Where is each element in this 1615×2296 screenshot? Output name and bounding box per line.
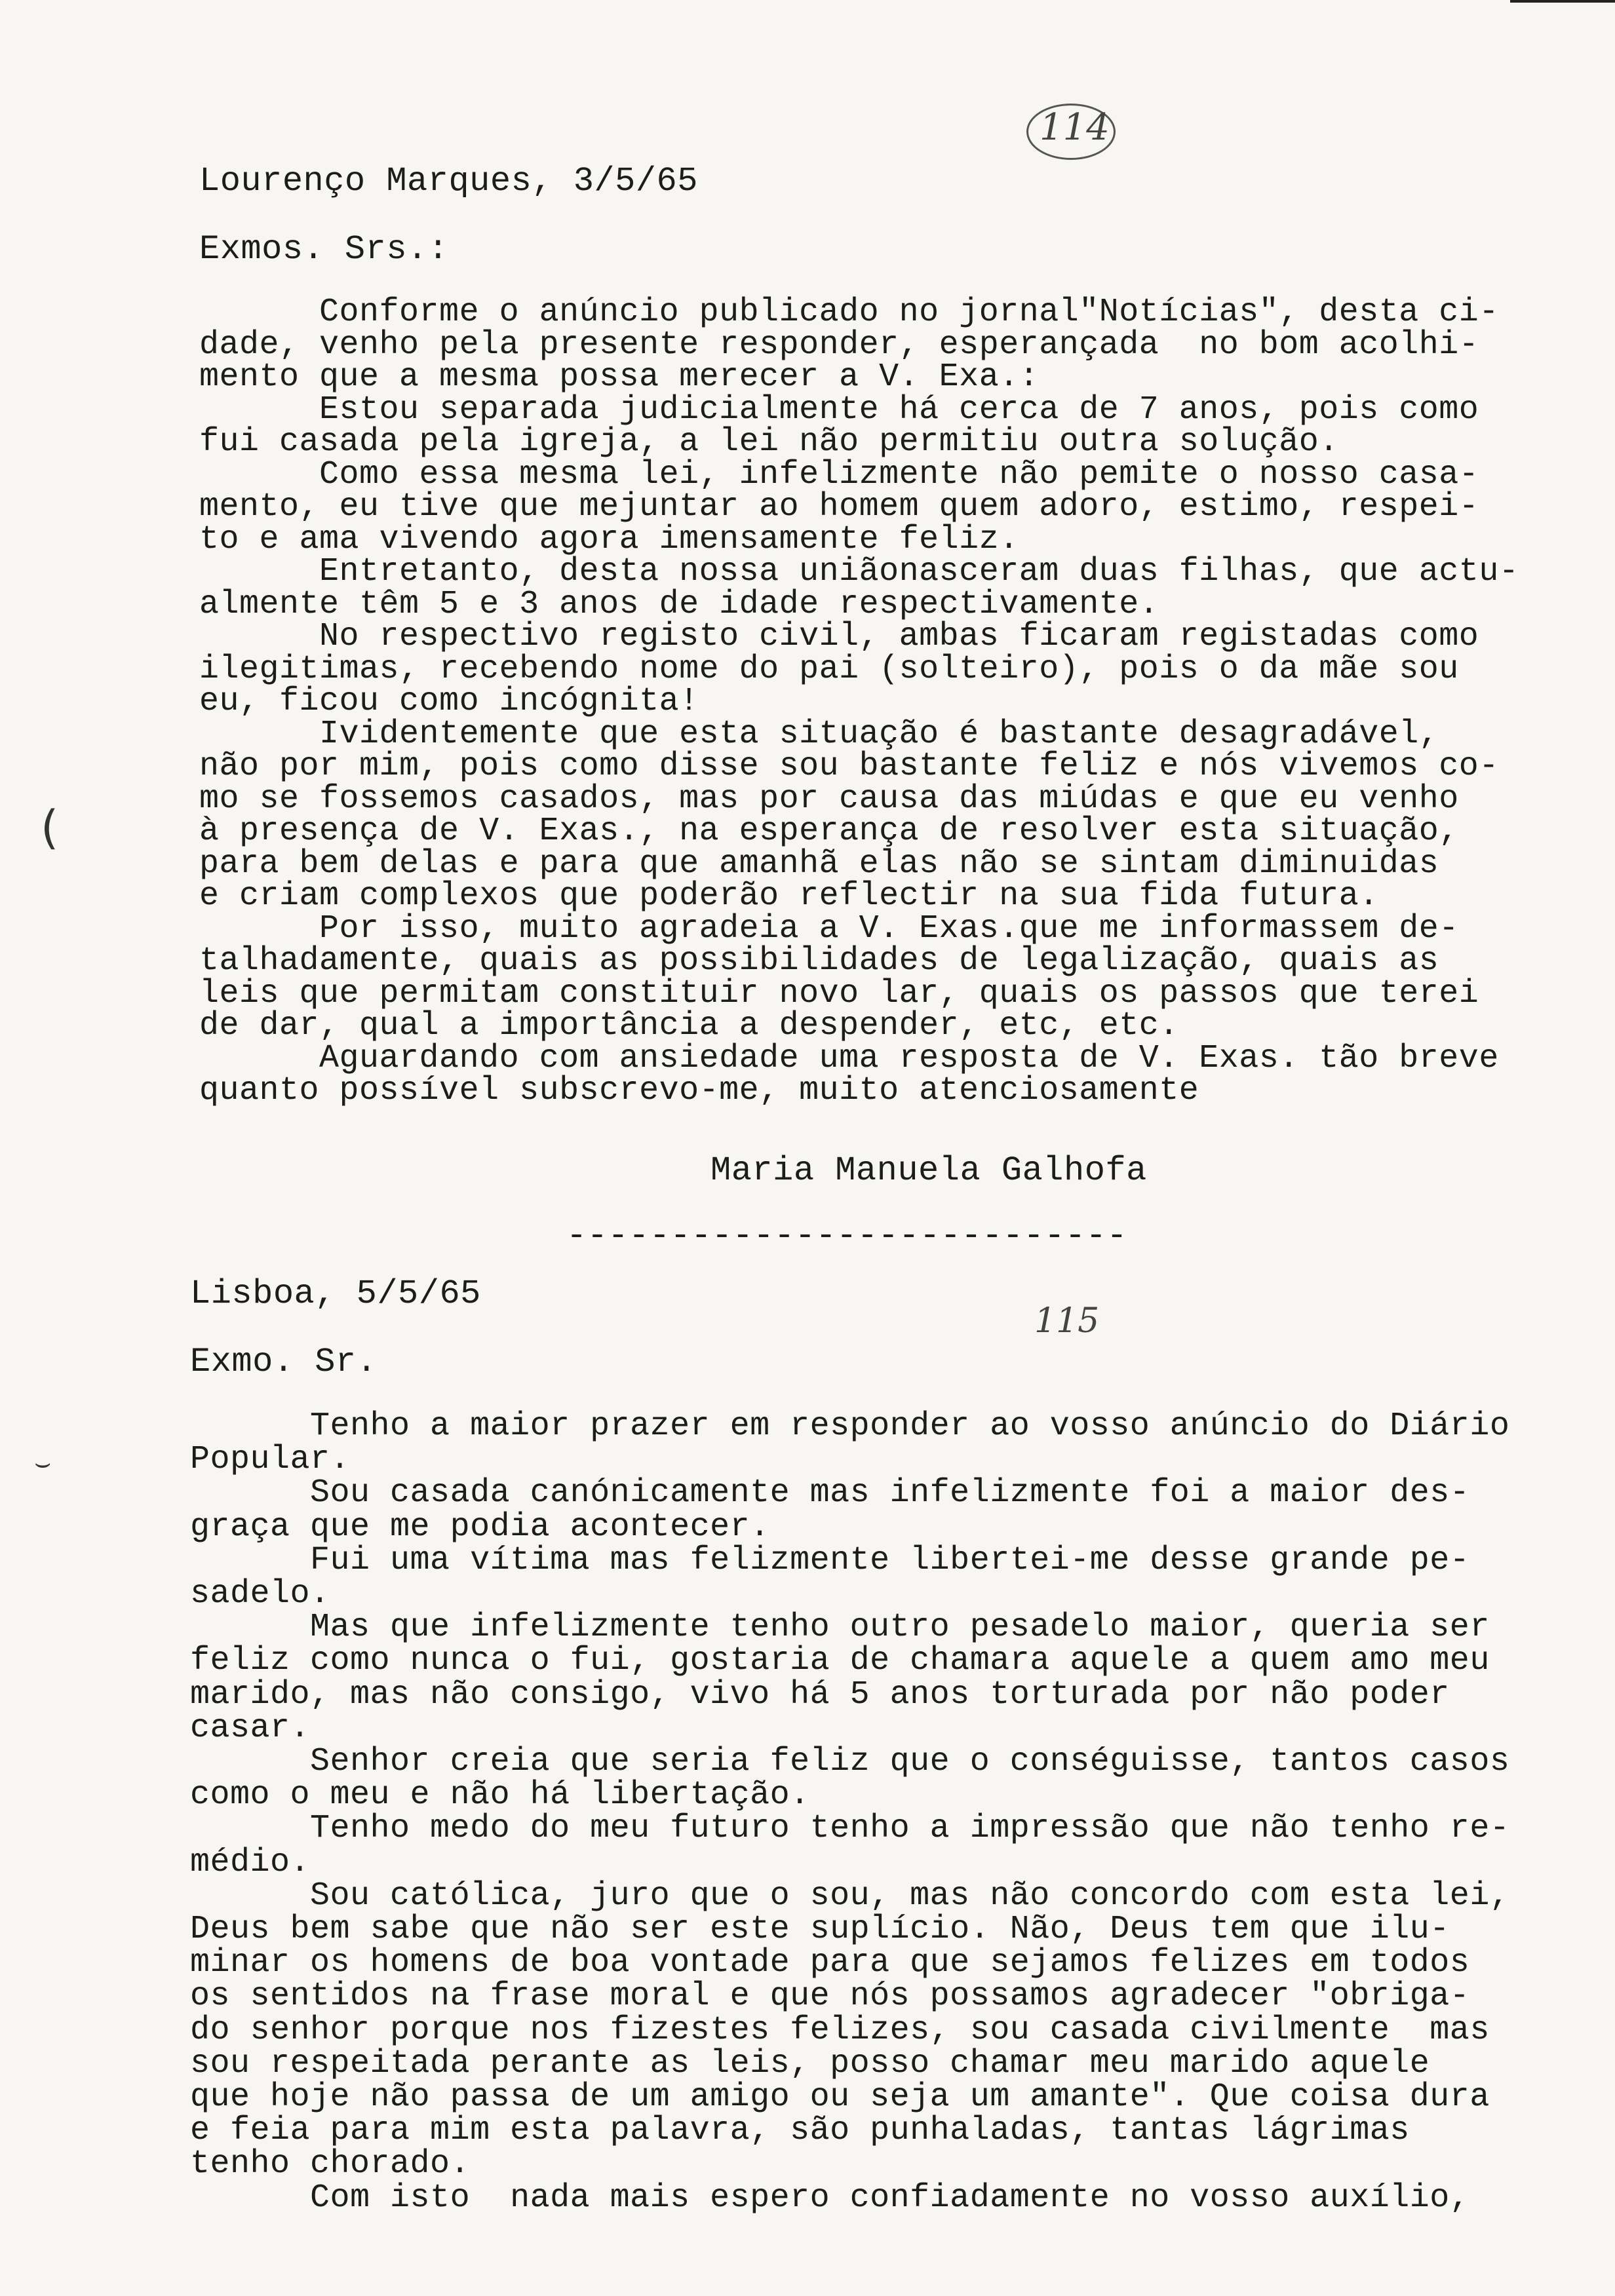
- letter2-body-line: Sou casada canónicamente mas infelizmente foi a maior des-: [190, 1474, 1470, 1512]
- letter2-body-line: e feia para mim esta palavra, são punhaladas, tantas lágrimas: [190, 2112, 1410, 2150]
- page-mark-115: 115: [1034, 1301, 1100, 1341]
- letter1-body-line: eu, ficou como incógnita!: [199, 683, 699, 720]
- letter2-body-line: graça que me podia acontecer.: [190, 1508, 770, 1546]
- letter2-body-line: que hoje não passa de um amigo ou seja um amante". Que coisa dura: [190, 2078, 1490, 2116]
- letter1-body-line: mento que a mesma possa merecer a V. Exa.:: [199, 358, 1040, 396]
- letter1-body-line: leis que permitam constituir novo lar, quais os passos que terei: [199, 974, 1479, 1012]
- letter2-body-line: médio.: [190, 1843, 311, 1881]
- letter2-body-line: Tenho a maior prazer em responder ao vosso anúncio do Diário: [190, 1407, 1510, 1445]
- letter2-body-line: Deus bem sabe que não ser este suplício. Não, Deus tem que ilu-: [190, 1911, 1450, 1948]
- letter1-body-line: Ividentemente que esta situação é bastante desagradável,: [199, 715, 1439, 753]
- edge-line: [1510, 0, 1615, 3]
- letter2-body-line: minar os homens de boa vontade para que sejamos felizes em todos: [190, 1944, 1470, 1982]
- letter2-body-line: Com isto nada mais espero confiadamente no vosso auxílio,: [190, 2179, 1470, 2217]
- letter2-body-line: Popular.: [190, 1441, 351, 1479]
- letter1-body-line: No respectivo registo civil, ambas ficaram registadas como: [199, 618, 1479, 655]
- letter1-header: Lourenço Marques, 3/5/65: [199, 162, 698, 201]
- letter2-salutation: Exmo. Sr.: [190, 1343, 378, 1381]
- letter1-body-line: almente têm 5 e 3 anos de idade respectivamente.: [199, 585, 1159, 623]
- letter1-body-line: quanto possível subscrevo-me, muito atenciosamente: [199, 1072, 1199, 1109]
- page-mark-114: 114: [1040, 106, 1110, 149]
- letter1-body-line: de dar, qual a importância a despender, etc, etc.: [199, 1007, 1179, 1044]
- letter2-body-line: Sou católica, juro que o sou, mas não concordo com esta lei,: [190, 1877, 1510, 1915]
- letter1-salutation: Exmos. Srs.:: [199, 230, 449, 269]
- letter1-body-line: à presença de V. Exas., na esperança de resolver esta situação,: [199, 813, 1459, 850]
- letter1-body-line: e criam complexos que poderão reflectir na sua fida futura.: [199, 877, 1379, 915]
- letter1-body-line: mo se fossemos casados, mas por causa das miúdas e que eu venho: [199, 780, 1459, 818]
- divider-line: ---------------------------: [566, 1217, 1128, 1255]
- letter2-header: Lisboa, 5/5/65: [190, 1274, 481, 1313]
- letter2-body-line: Tenho medo do meu futuro tenho a impressão que não tenho re-: [190, 1810, 1510, 1848]
- margin-curve-mark: ⌣: [34, 1448, 52, 1478]
- letter1-body-line: Por isso, muito agradeia a V. Exas.que me informassem de-: [199, 909, 1459, 947]
- letter2-body-line: Mas que infelizmente tenho outro pesadelo maior, queria ser: [190, 1609, 1490, 1647]
- letter2-body-line: os sentidos na frase moral e que nós possamos agradecer "obriga-: [190, 1978, 1470, 2016]
- letter1-body-line: Estou separada judicialmente há cerca de 7 anos, pois como: [199, 391, 1479, 429]
- letter2-body-line: como o meu e não há libertação.: [190, 1776, 810, 1814]
- letter1-body-line: Como essa mesma lei, infelizmente não pemite o nosso casa-: [199, 455, 1479, 493]
- letter2-body-line: Senhor creia que seria feliz que o conséguisse, tantos casos: [190, 1743, 1510, 1780]
- letter1-signature: Maria Manuela Galhofa: [710, 1151, 1147, 1190]
- letter1-body-line: Aguardando com ansiedade uma resposta de V. Exas. tão breve: [199, 1039, 1499, 1077]
- letter1-body-line: mento, eu tive que mejuntar ao homem quem adoro, estimo, respei-: [199, 488, 1479, 526]
- letter2-body-line: casar.: [190, 1709, 311, 1747]
- letter2-body-line: sou respeitada perante as leis, posso chamar meu marido aquele: [190, 2044, 1430, 2082]
- letter2-body-line: Fui uma vítima mas felizmente libertei-me desse grande pe-: [190, 1541, 1470, 1579]
- letter1-body-line: Entretanto, desta nossa uniãonasceram duas filhas, que actu-: [199, 553, 1519, 590]
- letter1-body-line: Conforme o anúncio publicado no jornal"Notícias", desta ci-: [199, 294, 1499, 331]
- letter1-body-line: fui casada pela igreja, a lei não permitiu outra solução.: [199, 423, 1339, 461]
- letter2-body-line: do senhor porque nos fizestes felizes, sou casada civilmente mas: [190, 2011, 1490, 2049]
- letter2-body-line: sadelo.: [190, 1575, 330, 1613]
- letter1-body-line: não por mim, pois como disse sou bastante feliz e nós vivemos co-: [199, 748, 1499, 785]
- letter1-body-line: talhadamente, quais as possibilidades de legalização, quais as: [199, 942, 1439, 980]
- letter2-body-line: marido, mas não consigo, vivo há 5 anos torturada por não poder: [190, 1675, 1450, 1713]
- letter1-body-line: ilegitimas, recebendo nome do pai (solteiro), pois o da mãe sou: [199, 650, 1459, 688]
- letter1-body-line: to e ama vivendo agora imensamente feliz.: [199, 520, 1019, 558]
- margin-bracket-mark: (: [41, 801, 59, 854]
- letter1-body-line: para bem delas e para que amanhã elas não se sintam diminuidas: [199, 845, 1439, 883]
- letter2-body-line: tenho chorado.: [190, 2145, 471, 2183]
- letter2-body-line: feliz como nunca o fui, gostaria de chamara aquele a quem amo meu: [190, 1642, 1490, 1680]
- letter1-body-line: dade, venho pela presente responder, esperançada no bom acolhi-: [199, 326, 1479, 364]
